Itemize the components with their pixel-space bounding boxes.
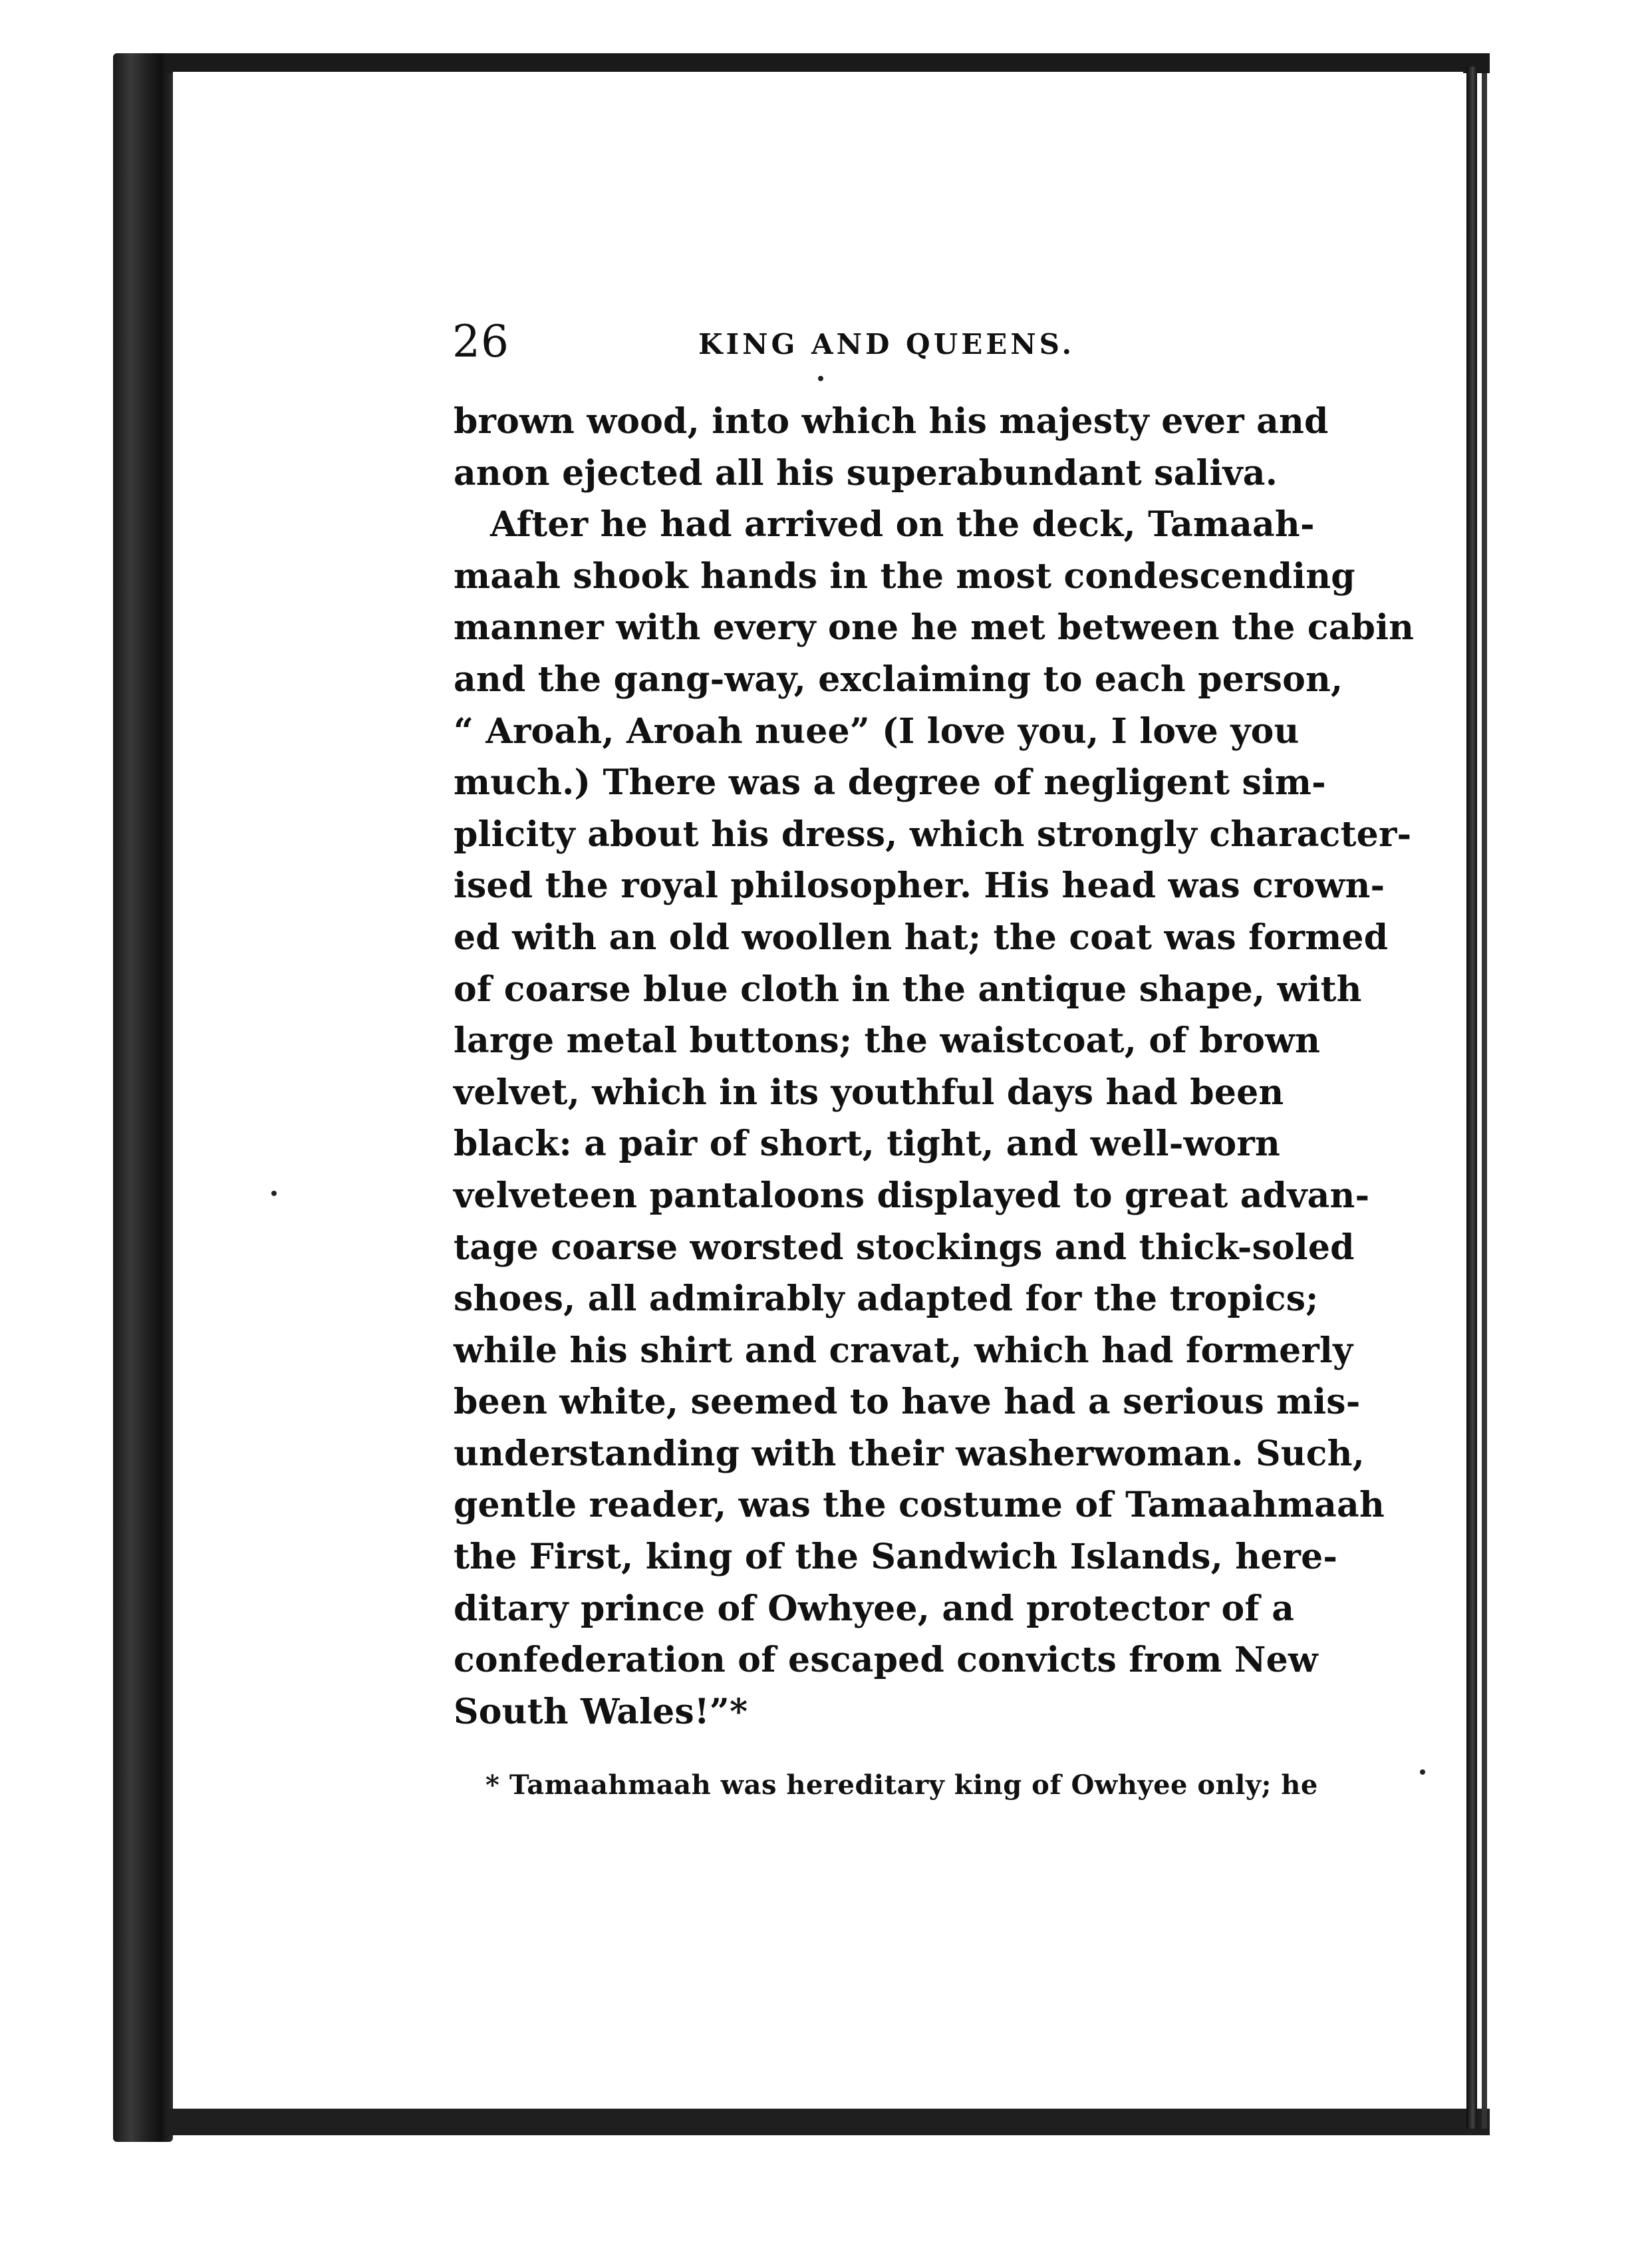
- text-line: while his shirt and cravat, which had formerly: [454, 1330, 1353, 1371]
- text-line: brown wood, into which his majesty ever and: [454, 401, 1329, 442]
- text-line: anon ejected all his superabundant saliva.: [454, 452, 1278, 494]
- text-line: South Wales!”*: [454, 1691, 748, 1732]
- text-line: understanding with their washerwoman. Such,: [454, 1433, 1365, 1474]
- text-line: ditary prince of Owhyee, and protector of a: [454, 1588, 1295, 1629]
- page-number: 26: [452, 316, 509, 367]
- text-line: confederation of escaped convicts from New: [454, 1640, 1318, 1681]
- text-line: large metal buttons; the waistcoat, of brown: [454, 1020, 1321, 1062]
- text-line: shoes, all admirably adapted for the tropics;: [454, 1278, 1319, 1320]
- text-line: black: a pair of short, tight, and well-worn: [454, 1124, 1280, 1165]
- text-line: gentle reader, was the costume of Tamaahmaah: [454, 1485, 1385, 1526]
- ink-speck: [818, 376, 823, 381]
- page-top-shadow: [166, 53, 1490, 73]
- page-right-edge: [1466, 67, 1477, 2129]
- page-header: [452, 316, 1264, 376]
- ink-speck: [1420, 1769, 1425, 1775]
- running-head: KING AND QUEENS.: [698, 328, 1075, 361]
- text-line: After he had arrived on the deck, Tamaah-: [490, 504, 1315, 545]
- footnote: * Tamaahmaah was hereditary king of Owhyee only; he: [485, 1769, 1318, 1801]
- body-text: [454, 396, 1415, 1737]
- text-line: the First, king of the Sandwich Islands, here-: [454, 1537, 1338, 1578]
- text-line: been white, seemed to have had a serious mis-: [454, 1382, 1361, 1423]
- text-line: tage coarse worsted stockings and thick-soled: [454, 1227, 1355, 1268]
- page-right-edge-secondary: [1482, 73, 1487, 2129]
- text-line: “ Aroah, Aroah nuee” (I love you, I love you: [454, 710, 1300, 752]
- text-line: much.) There was a degree of negligent sim-: [454, 762, 1326, 804]
- book-spine: [113, 53, 173, 2142]
- text-line: maah shook hands in the most condescending: [454, 555, 1355, 597]
- text-line: velveteen pantaloons displayed to great advan-: [454, 1175, 1370, 1216]
- text-line: and the gang-way, exclaiming to each person,: [454, 659, 1343, 700]
- text-line: ised the royal philosopher. His head was crown-: [454, 865, 1385, 907]
- page-bottom-shadow: [166, 2109, 1490, 2135]
- text-line: manner with every one he met between the cabin: [454, 607, 1415, 649]
- ink-speck: [271, 1191, 277, 1196]
- text-line: of coarse blue cloth in the antique shape, with: [454, 969, 1362, 1010]
- text-line: ed with an old woollen hat; the coat was formed: [454, 917, 1389, 958]
- text-line: velvet, which in its youthful days had been: [454, 1072, 1284, 1113]
- text-line: plicity about his dress, which strongly character-: [454, 814, 1412, 855]
